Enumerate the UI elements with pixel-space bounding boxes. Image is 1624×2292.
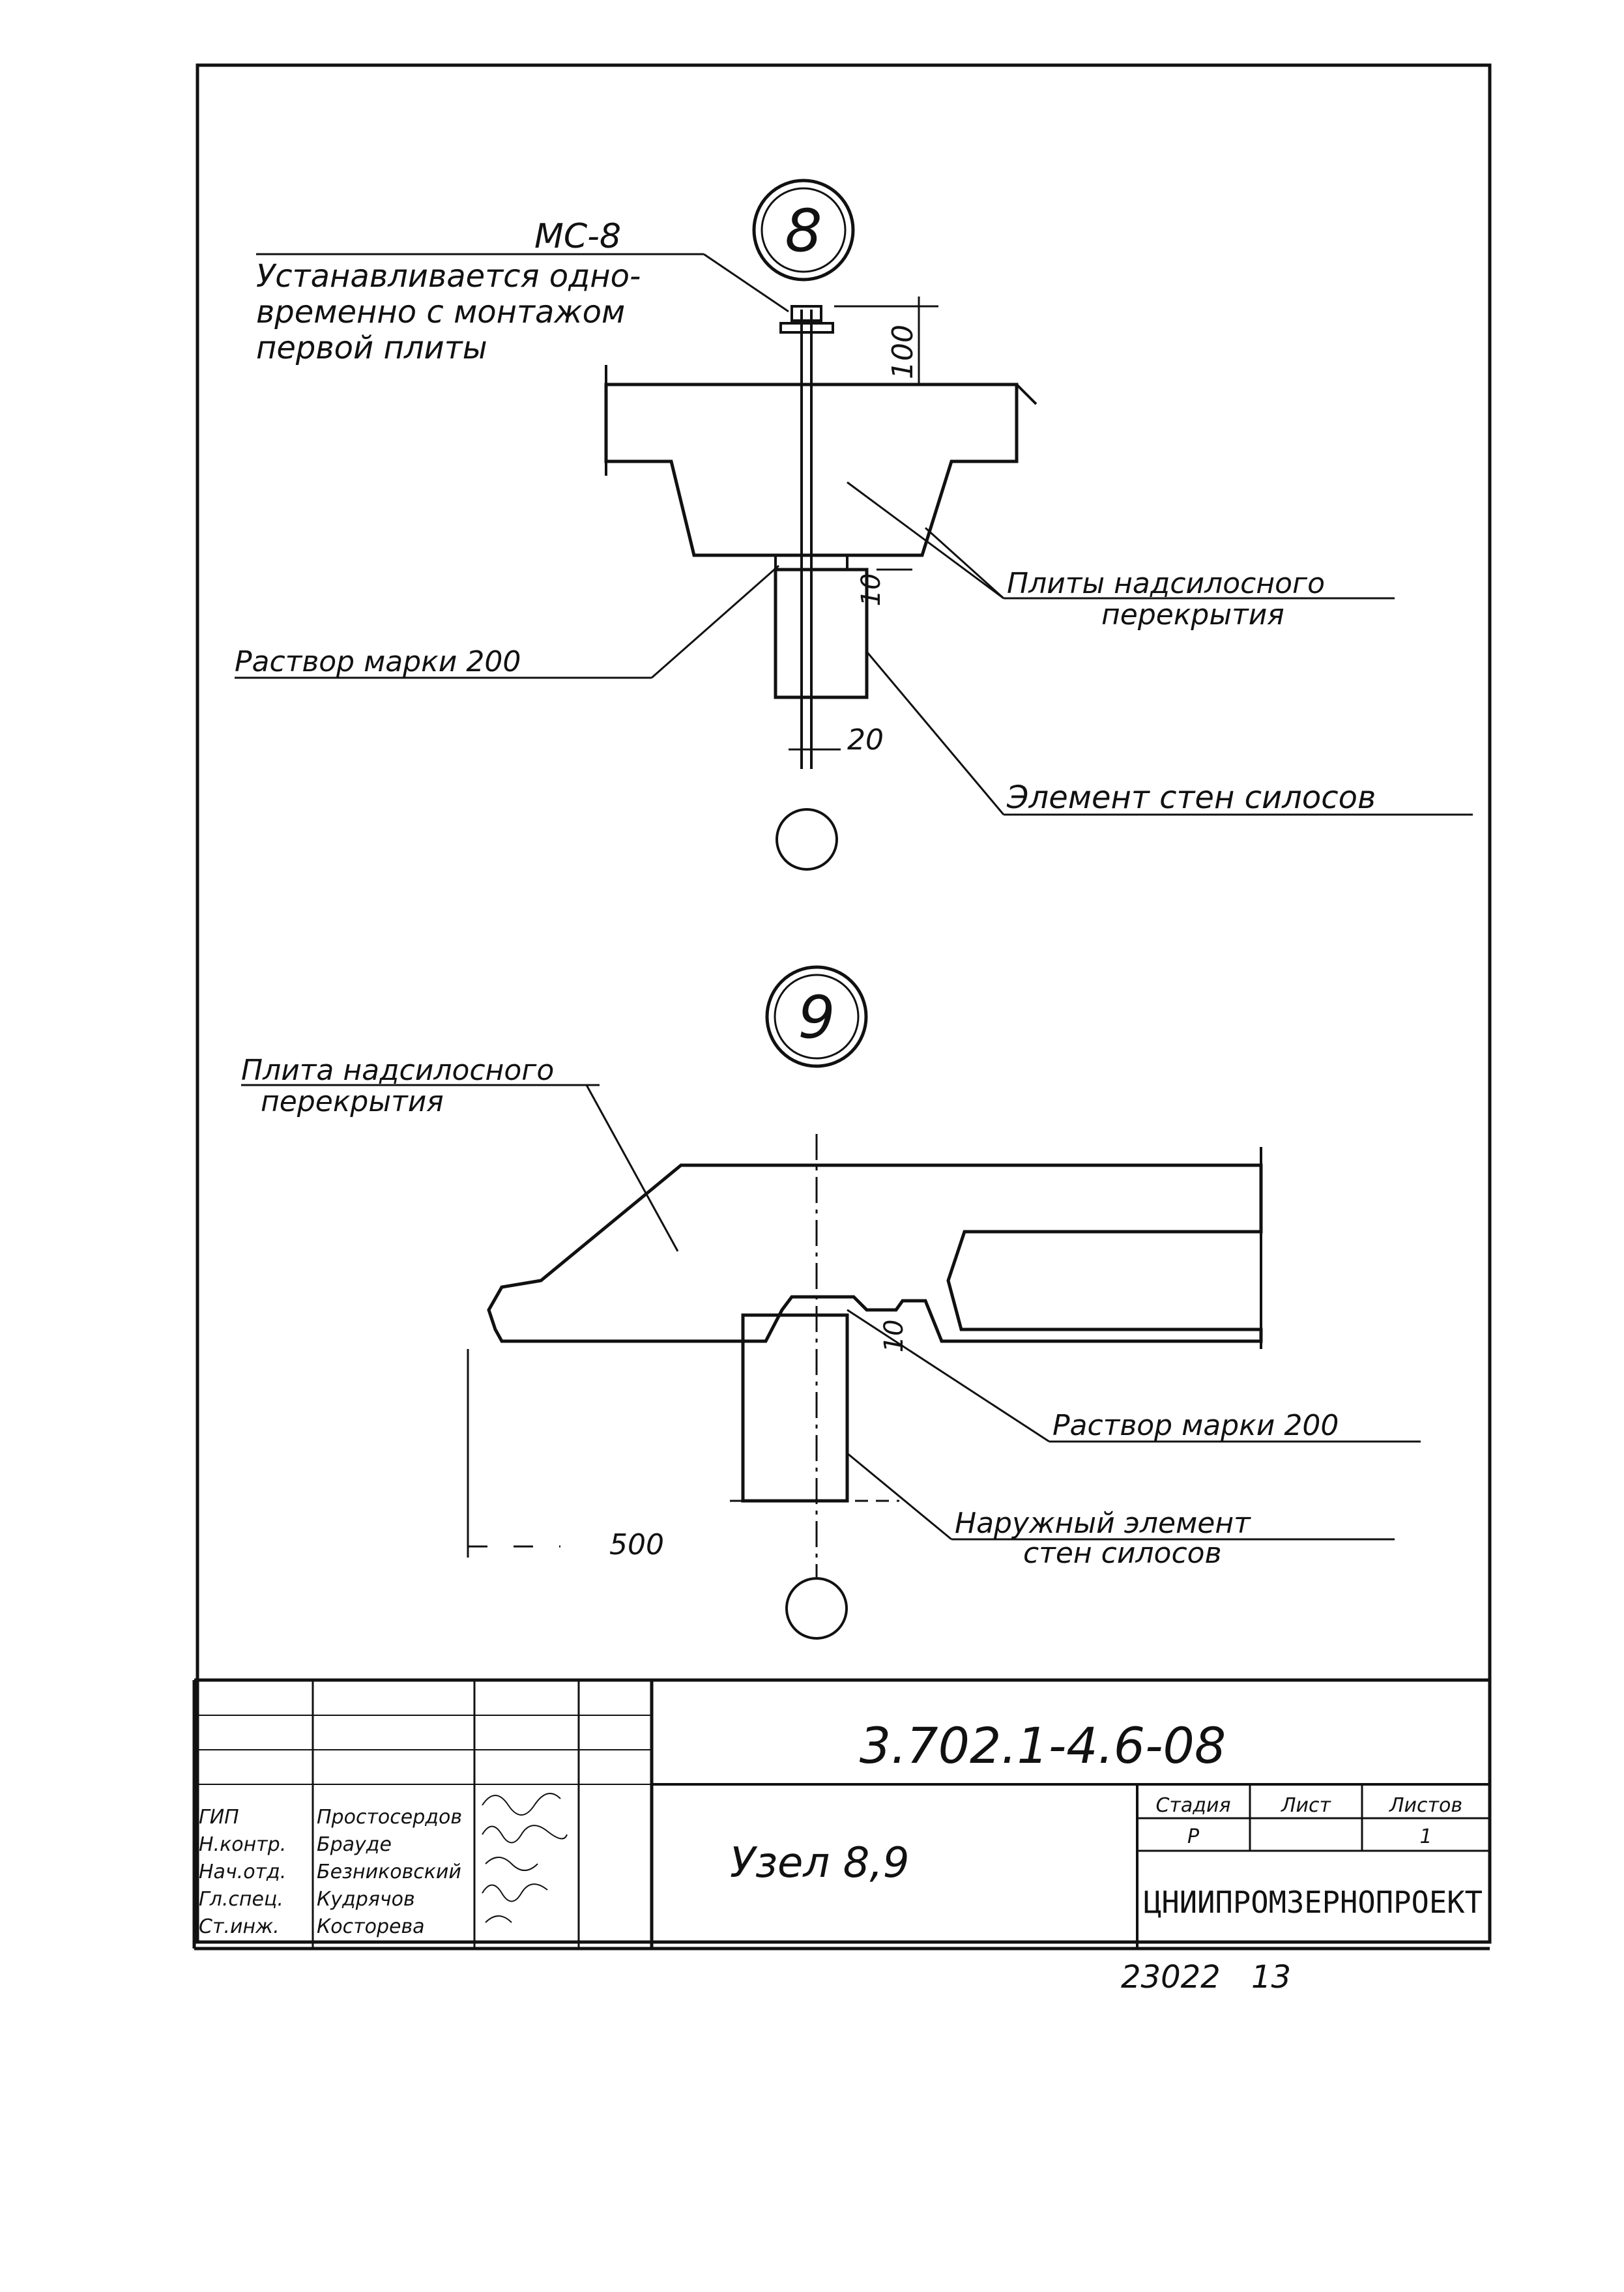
node-8-note-line-3: первой плиты <box>256 330 487 366</box>
role-2: Н.контр. <box>199 1833 287 1856</box>
node-9-slab-label-line-2: перекрытия <box>261 1085 444 1118</box>
node-9-axis-bubble <box>787 1578 847 1638</box>
node-9-wall-leader <box>847 1453 951 1539</box>
node-8-wall-label: Элемент стен силосов <box>1007 779 1376 816</box>
node-8-nut <box>792 306 821 321</box>
node-8-note-line-2: временно с монтажом <box>256 294 626 330</box>
node-9-mortar-label: Раствор марки 200 <box>1052 1409 1339 1442</box>
name-5: Косторева <box>317 1915 425 1938</box>
node-9-number: 9 <box>798 983 835 1052</box>
sheets-header: Листов <box>1389 1794 1463 1817</box>
organization: ЦНИИПРОМЗЕРНОПРОЕКТ <box>1144 1885 1483 1920</box>
drawing-title: Узел 8,9 <box>730 1839 910 1887</box>
node-8-note-line-1: Устанавливается одно- <box>256 258 641 295</box>
drawing-code: 3.702.1-4.6-08 <box>859 1717 1226 1775</box>
sheet-number: 13 <box>1251 1959 1292 1995</box>
role-4: Гл.спец. <box>199 1888 283 1911</box>
stage-header: Стадия <box>1155 1794 1231 1817</box>
node-8-dim-100: 100 <box>886 325 920 379</box>
name-2: Брауде <box>317 1833 392 1856</box>
node-8-axis-bubble <box>777 809 837 869</box>
signatures <box>482 1793 567 1922</box>
sheets-value: 1 <box>1419 1825 1432 1848</box>
node-9-slab-label-line-1: Плита надсилосного <box>241 1054 555 1087</box>
node-8-slabs-label-line-1: Плиты надсилосного <box>1007 567 1326 600</box>
node-8-slab-break-right <box>1017 384 1036 404</box>
node-8 <box>235 181 1473 869</box>
sheet-header: Лист <box>1281 1794 1331 1817</box>
name-1: Простосердов <box>317 1806 463 1829</box>
node-8-note-leader <box>704 254 789 312</box>
node-8-mortar-leader <box>652 566 779 678</box>
name-4: Кудрячов <box>317 1888 415 1911</box>
role-1: ГИП <box>199 1806 239 1829</box>
node-9-wall <box>743 1315 847 1501</box>
node-8-dim-10: 10 <box>856 573 886 607</box>
node-8-wall <box>776 570 867 697</box>
node-9-wall-label-line-1: Наружный элемент <box>955 1507 1251 1540</box>
node-9 <box>241 967 1421 1638</box>
name-3: Безниковский <box>317 1861 461 1883</box>
node-8-number: 8 <box>785 197 822 265</box>
title-block <box>194 1680 1490 1949</box>
node-9-dim-500: 500 <box>609 1528 664 1561</box>
node-9-slab <box>489 1165 1261 1341</box>
node-8-dim-20: 20 <box>847 723 884 757</box>
node-8-wall-leader <box>867 652 1004 815</box>
role-3: Нач.отд. <box>199 1861 287 1883</box>
node-8-slabs-leader-a <box>925 528 1004 598</box>
stage-value: Р <box>1187 1825 1200 1848</box>
role-5: Ст.инж. <box>199 1915 280 1938</box>
node-9-dim-10: 10 <box>879 1319 909 1353</box>
node-8-mortar-label: Раствор марки 200 <box>235 645 521 678</box>
node-9-slab-leader <box>587 1085 678 1251</box>
node-8-anchor-label: МС-8 <box>534 217 622 256</box>
node-8-slabs-label-line-2: перекрытия <box>1101 598 1284 631</box>
node-9-wall-label-line-2: стен силосов <box>1023 1537 1222 1570</box>
archive-number: 23022 <box>1121 1959 1221 1995</box>
node-8-washer <box>781 323 833 332</box>
